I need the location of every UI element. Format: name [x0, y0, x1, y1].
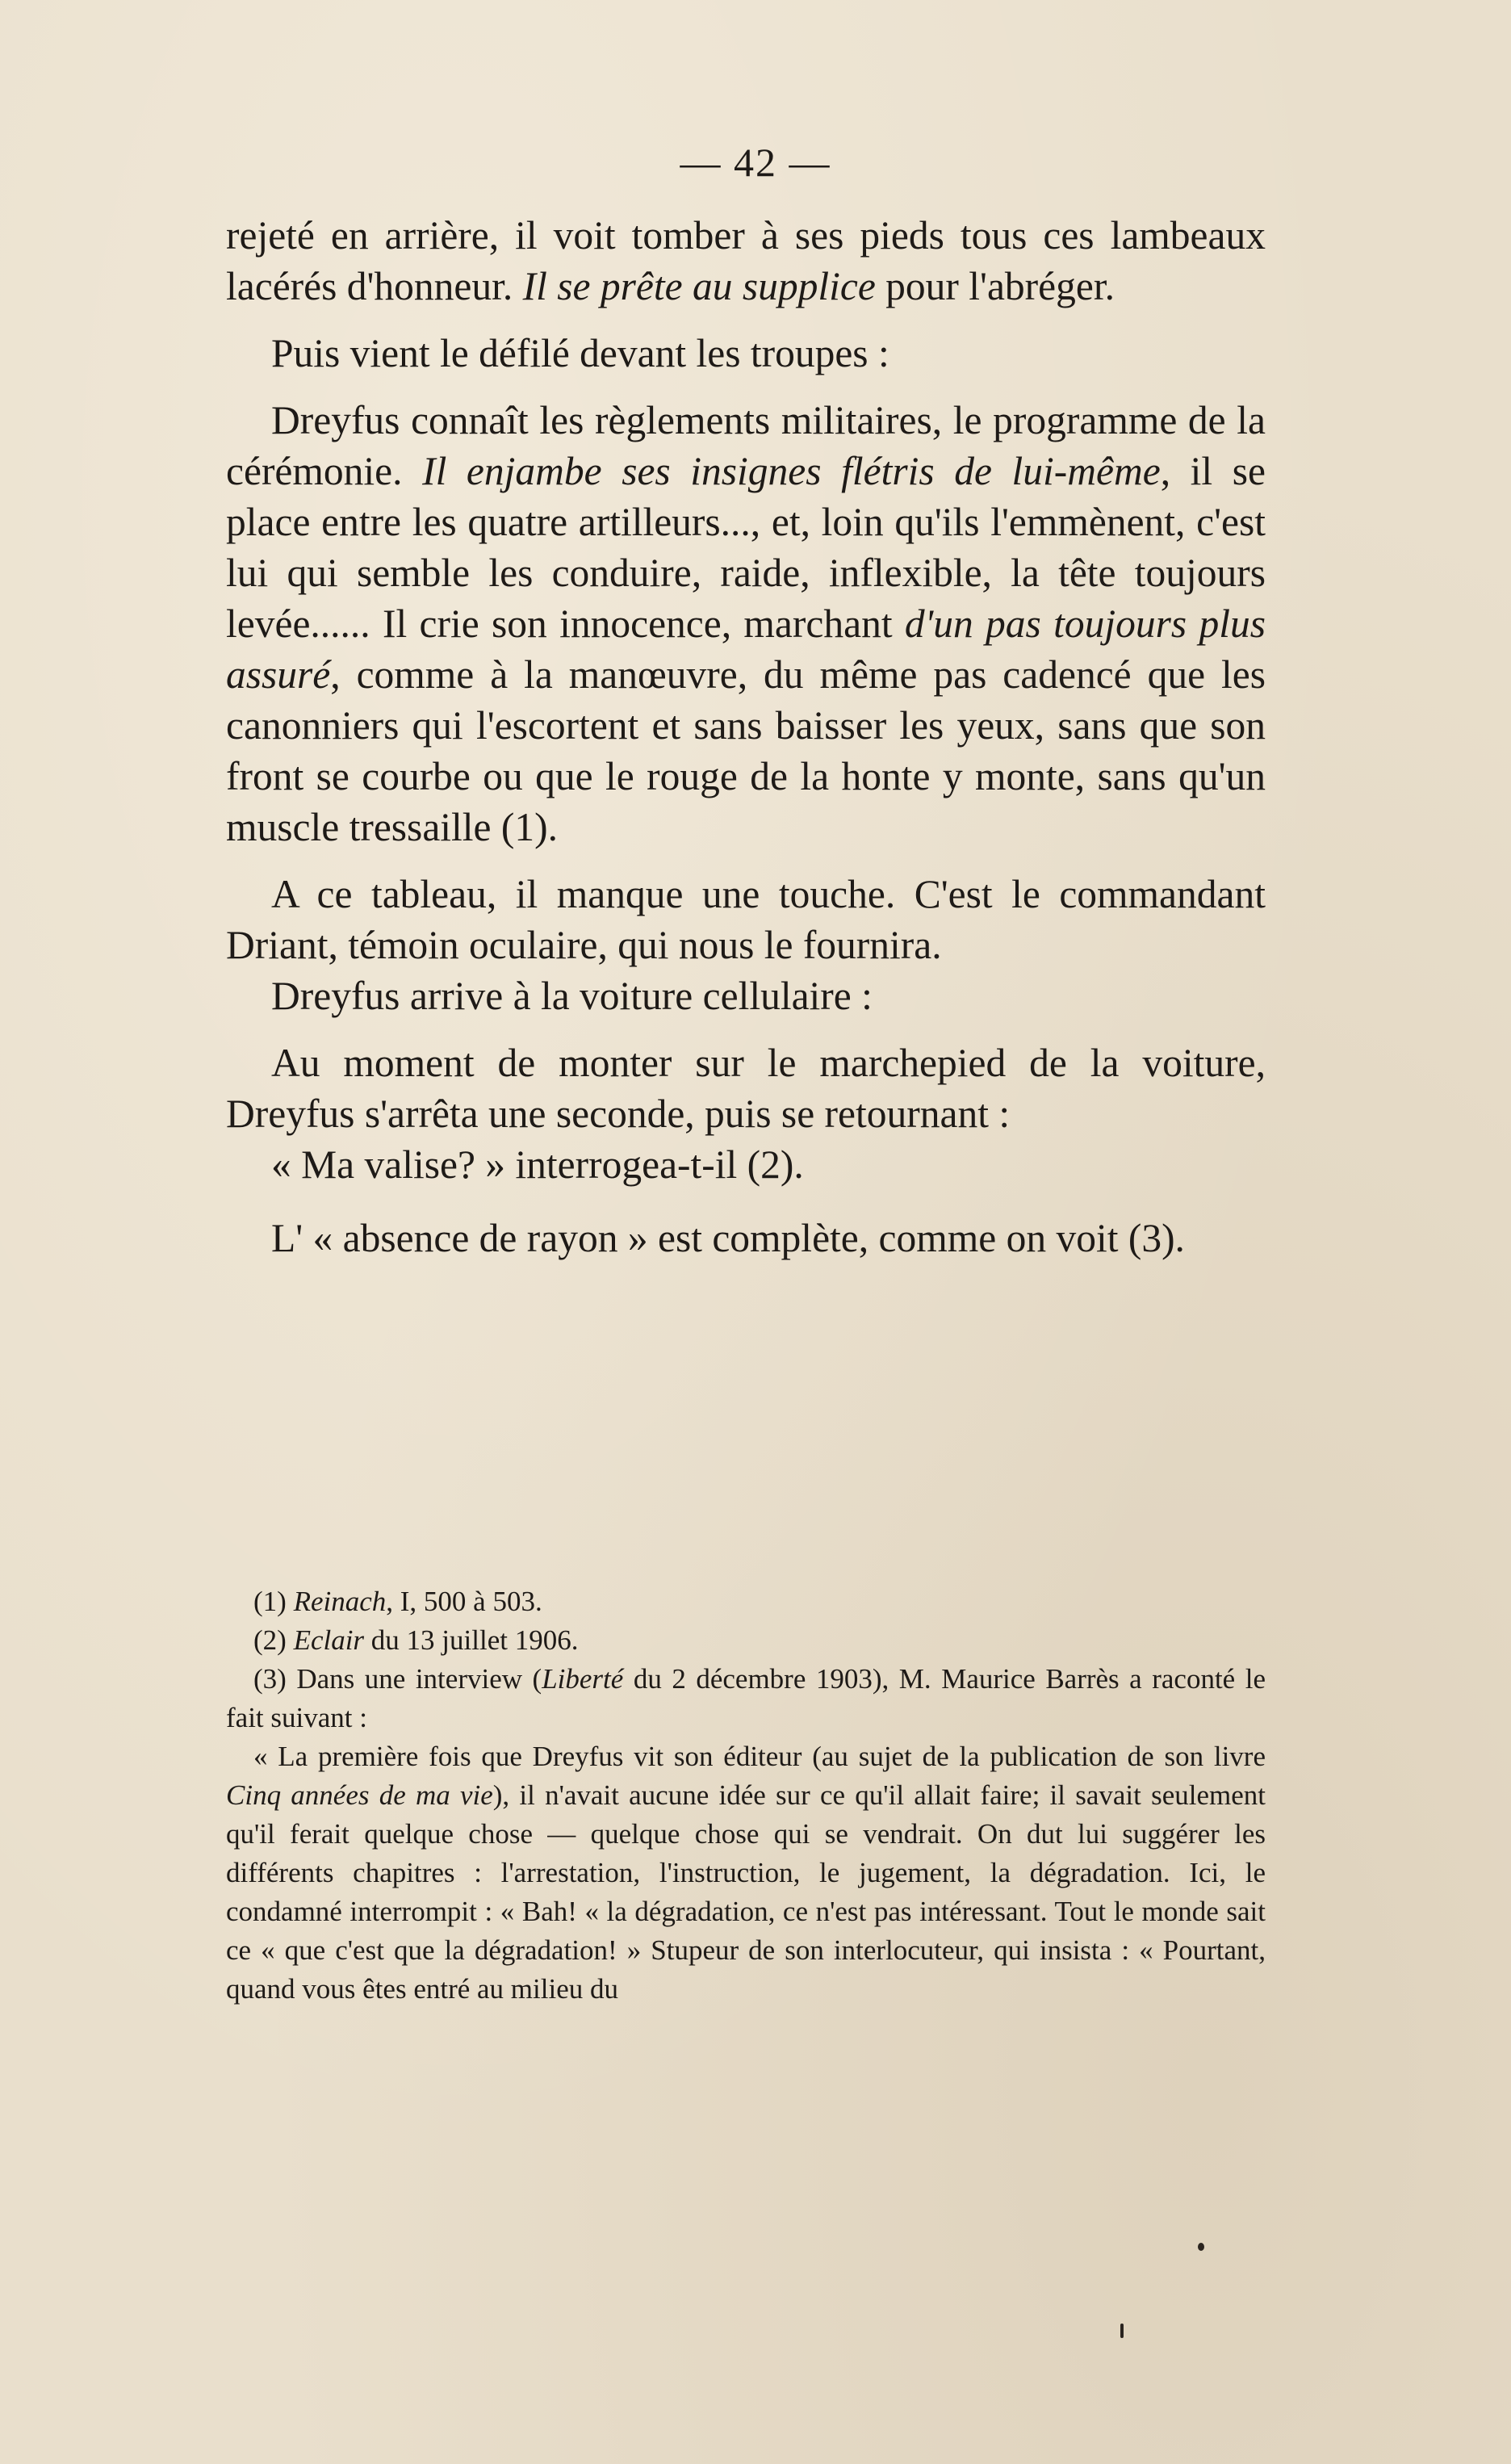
footnote-3-quote-italic: Cinq années de ma vie	[226, 1779, 493, 1811]
paragraph-4: A ce tableau, il manque une touche. C'est le commandant Driant, témoin oculaire, qui nous le fournira.	[226, 872, 1266, 967]
footnote-3-italic: Liberté	[542, 1663, 624, 1695]
ink-mark	[1120, 2324, 1124, 2338]
paragraph-3-italic-2: d'un pas toujours plus assuré	[226, 601, 1266, 697]
footnotes	[226, 1582, 1266, 2009]
paragraph-1-text: rejeté en arrière, il voit tomber à ses pieds tous ces lambeaux lacérés d'honneur.	[226, 213, 1266, 308]
paragraph-3-italic-1: Il enjambe ses insignes flétris de lui-même	[422, 449, 1161, 493]
ink-speck	[1198, 2243, 1204, 2251]
paragraph-3-text-2: , il se place entre les quatre artilleurs..., et, loin qu'ils l'emmènent, c'est lui qui semble les conduire, raide, inflexible, la tête toujours levée...... Il crie son innocence, marchant	[226, 449, 1266, 646]
paragraph-1-end: pour l'abréger.	[875, 264, 1115, 308]
main-text	[226, 210, 1266, 1263]
footnote-3-quote-text-1: « La première fois que Dreyfus vit son éditeur (au sujet de la publication de son livre	[253, 1741, 1266, 1772]
footnote-2	[226, 1621, 1266, 1660]
paragraph-1-italic: Il se prête au supplice	[522, 264, 876, 308]
footnote-1-source: Reinach	[293, 1586, 387, 1617]
footnote-1	[226, 1582, 1266, 1621]
paragraph-7: « Ma valise? » interrogea-t-il (2).	[271, 1142, 804, 1187]
paragraph-8: L' « absence de rayon » est complète, comme on voit (3).	[271, 1216, 1185, 1260]
footnote-3-quote	[226, 1737, 1266, 2009]
footnote-3-quote-text-2: ), il n'avait aucune idée sur ce qu'il allait faire; il savait seulement qu'il ferait quelque chose — quelque chose qui se vendrait. On dut lui suggérer les différents chapitres : l'arrestation, l'instruction, le jugement, la dégradation. Ici, le condamné interrompit : « Bah! « la dégradation, ce n'est pas intéressant. Tout le monde sait ce « que c'est que la dégradation! » Stupeur de son interlocuteur, qui insista : « Pourtant, quand vous êtes entré au milieu du	[226, 1779, 1266, 2005]
paragraph-3	[226, 395, 1266, 853]
footnote-2-number: (2)	[253, 1624, 294, 1656]
page-number: — 42 —	[680, 140, 831, 185]
footnote-1-number: (1)	[253, 1586, 294, 1617]
footnote-3-text-1: (3) Dans une interview (	[253, 1663, 542, 1695]
footnote-1-text: , I, 500 à 503.	[386, 1586, 542, 1617]
paragraph-5: Dreyfus arrive à la voiture cellulaire :	[271, 974, 873, 1018]
footnote-2-source: Eclair	[293, 1624, 365, 1656]
footnote-3-text-2: du 2 décembre 1903), M. Maurice Barrès a raconté le fait suivant :	[226, 1663, 1266, 1733]
footnote-3	[226, 1660, 1266, 1737]
paragraph-3-text-3: , comme à la manœuvre, du même pas cadencé que les canonniers qui l'escortent et sans baisser les yeux, sans que son front se courbe ou que le rouge de la honte y monte, sans qu'un muscle tressaille (1).	[226, 652, 1266, 849]
paragraph-1	[226, 210, 1266, 312]
paragraph-3-text-1: Dreyfus connaît les règlements militaires, le programme de la cérémonie.	[226, 398, 1266, 493]
paragraph-2: Puis vient le défilé devant les troupes :	[271, 331, 889, 375]
paragraph-6: Au moment de monter sur le marchepied de la voiture, Dreyfus s'arrêta une seconde, puis se retournant :	[226, 1041, 1266, 1136]
footnote-2-text: du 13 juillet 1906.	[364, 1624, 579, 1656]
